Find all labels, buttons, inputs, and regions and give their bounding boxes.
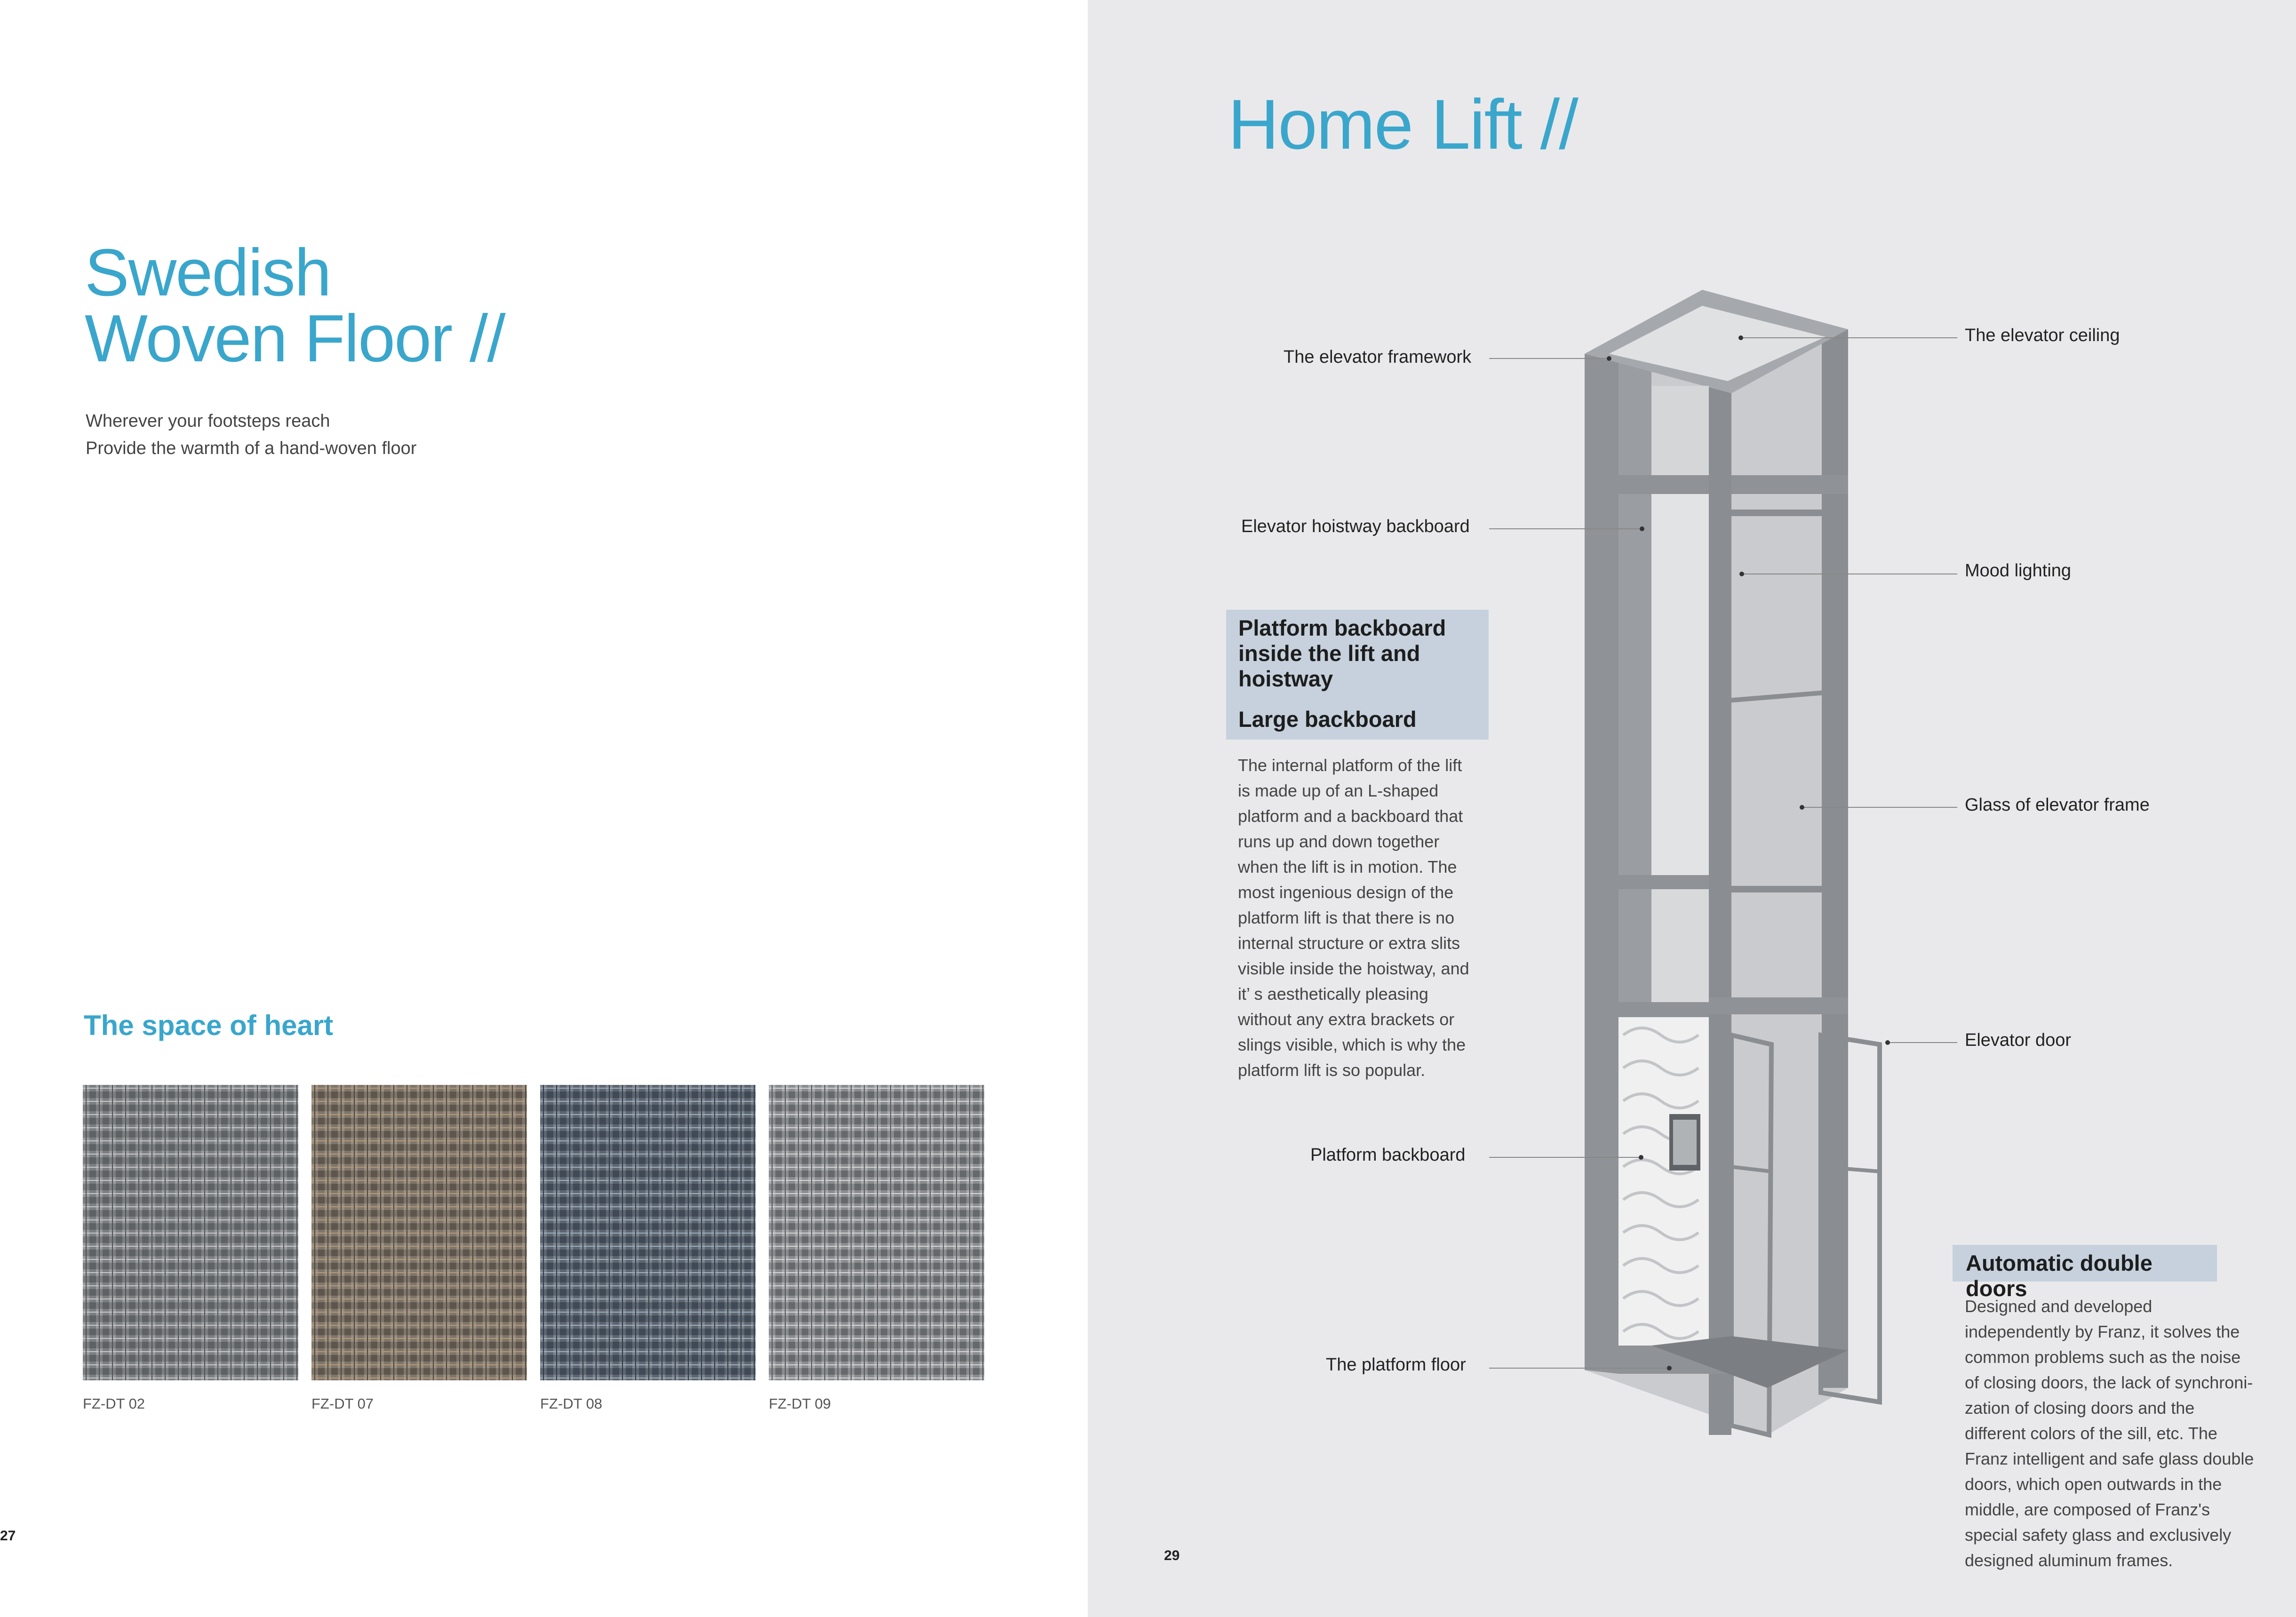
- callout-ceiling: The elevator ceiling: [1965, 326, 2120, 345]
- page-number-left: 27: [0, 1528, 16, 1544]
- feature2-body-line: Designed and developed: [1965, 1297, 2152, 1316]
- feature1-heading-line-1: Platform backboard: [1238, 615, 1446, 640]
- feature1-heading-line-3: hoistway: [1238, 666, 1333, 691]
- intro-line-1: Wherever your footsteps reach: [86, 411, 330, 431]
- feature-double-doors-box: [1953, 1245, 2217, 1301]
- feature1-body-line: visible inside the hoistway, and: [1238, 959, 1469, 978]
- feature1-body-line: when the lift is in motion. The: [1238, 857, 1457, 876]
- feature1-body: [1238, 753, 1469, 1083]
- callout-door: Elevator door: [1965, 1030, 2072, 1050]
- callout-framework: The elevator framework: [1284, 347, 1472, 367]
- feature1-body-line: internal structure or extra slits: [1238, 933, 1460, 953]
- feature2-body-line: zation of closing doors and the: [1965, 1398, 2195, 1418]
- feature2-heading: Automatic double doors: [1966, 1251, 2152, 1301]
- feature1-body-line: platform lift is so popular.: [1238, 1060, 1426, 1080]
- feature1-body-line: without any extra brackets or: [1238, 1010, 1455, 1029]
- title-line-2: Woven Floor //: [85, 301, 505, 376]
- feature1-subheading: Large backboard: [1238, 707, 1417, 732]
- feature1-body-line: platform lift is that there is no: [1238, 908, 1455, 927]
- home-lift-title: Home Lift //: [1228, 85, 1578, 164]
- swedish-floor-title: [85, 235, 505, 376]
- feature2-body-line: of closing doors, the lack of synchroni-: [1965, 1373, 2253, 1392]
- feature2-body-line: designed aluminum frames.: [1965, 1551, 2173, 1570]
- left-page: [0, 0, 1088, 1617]
- callout-mood-lighting: Mood lighting: [1965, 561, 2072, 581]
- swatch-fz-dt-02: [83, 1085, 298, 1380]
- feature2-body-line: different colors of the sill, etc. The: [1965, 1424, 2217, 1443]
- feature2-body-line: special safety glass and exclusively: [1965, 1525, 2232, 1545]
- feature2-body-line: middle, are composed of Franz's: [1965, 1500, 2210, 1519]
- swatch-fz-dt-07: [311, 1085, 527, 1380]
- callout-platform-backboard: Platform backboard: [1310, 1145, 1466, 1165]
- swatch-label-1: FZ-DT 02: [83, 1395, 145, 1412]
- feature1-body-line: is made up of an L-shaped: [1238, 781, 1439, 800]
- page-number-right: 29: [1164, 1548, 1180, 1563]
- swatch-label-3: FZ-DT 08: [540, 1395, 603, 1412]
- callout-platform-floor: The platform floor: [1326, 1355, 1466, 1375]
- feature1-body-line: runs up and down together: [1238, 832, 1440, 851]
- feature1-body-line: platform and a backboard that: [1238, 806, 1463, 826]
- intro-text: [86, 407, 416, 462]
- swatch-fz-dt-08: [540, 1085, 756, 1380]
- feature1-heading: [1238, 615, 1446, 692]
- feature2-body-line: independently by Franz, it solves the: [1965, 1322, 2240, 1341]
- feature1-body-line: it’ s aesthetically pleasing: [1238, 984, 1428, 1004]
- feature2-body-line: doors, which open outwards in the: [1965, 1474, 2222, 1494]
- swatch-label-2: FZ-DT 07: [311, 1395, 374, 1412]
- feature1-body-line: slings visible, which is why the: [1238, 1035, 1466, 1054]
- feature1-body-line: most ingenious design of the: [1238, 883, 1454, 902]
- swatch-fz-dt-09: [769, 1085, 984, 1380]
- feature1-heading-line-2: inside the lift and: [1238, 641, 1420, 666]
- callout-hoistway-backboard: Elevator hoistway backboard: [1241, 517, 1470, 536]
- callout-glass-frame: Glass of elevator frame: [1965, 795, 2150, 815]
- title-line-1: Swedish: [85, 235, 331, 310]
- feature-platform-backboard-box: [1226, 610, 1489, 740]
- swatch-label-4: FZ-DT 09: [769, 1395, 831, 1412]
- feature1-body-line: The internal platform of the lift: [1238, 756, 1462, 775]
- feature2-body: [1965, 1294, 2254, 1573]
- intro-line-2: Provide the warmth of a hand-woven floor: [86, 438, 417, 458]
- section-heading: The space of heart: [84, 1010, 334, 1041]
- feature2-body-line: Franz intelligent and safe glass double: [1965, 1449, 2254, 1468]
- feature2-body-line: common problems such as the noise: [1965, 1347, 2241, 1367]
